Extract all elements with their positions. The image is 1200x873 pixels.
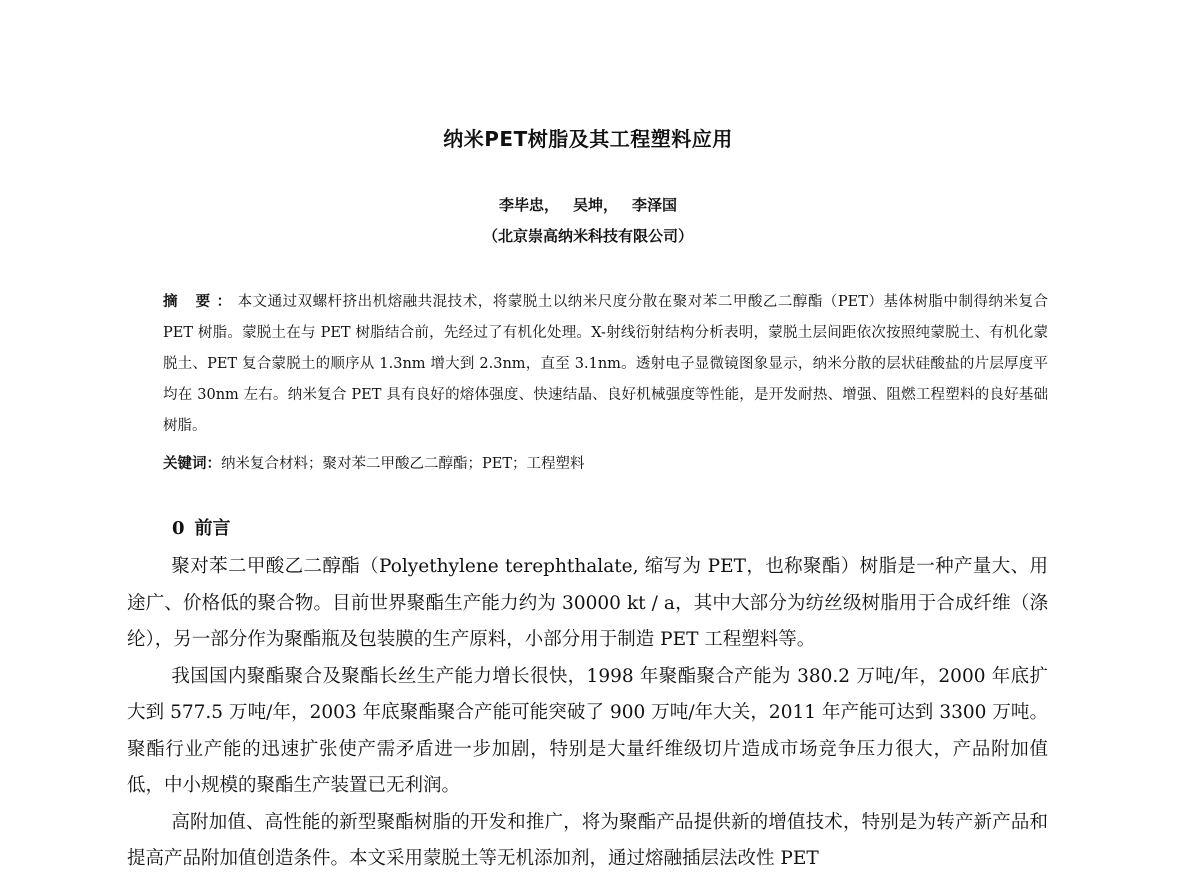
body-paragraph: 聚对苯二甲酸乙二醇酯（Polyethylene terephthalate, 缩写为 PET，也称聚酯）树脂是一种产量大、用途广、价格低的聚合物。目前世界聚酯生产能力约为 30000 kt / a，其中大部分为纺丝级树脂用于合成纤维（涤纶），另一部分作为聚酯瓶及包装膜的生产原料，小部分用于制造 PET 工程塑料等。 <box>127 556 1048 650</box>
author-3: 李泽国 <box>632 196 678 214</box>
author-list <box>0 193 1176 217</box>
section-number: 0 <box>172 518 185 539</box>
body-text <box>127 549 1048 873</box>
body-paragraph: 我国国内聚酯聚合及聚酯长丝生产能力增长很快，1998 年聚酯聚合产能为 380.2 万吨/年，2000 年底扩大到 577.5 万吨/年，2003 年底聚酯聚合产能可能突破了 900 万吨/年大关，2011 年产能可达到 3300 万吨。聚酯行业产能的迅速扩张使产需矛盾进一步加剧，特别是大量纤维级切片造成市场竞争压力很大，产品附加值低，中小规模的聚酯生产装置已无利润。 <box>127 665 1048 796</box>
abstract <box>163 287 1048 442</box>
keywords <box>163 449 1048 480</box>
author-2: 吴坤， <box>572 196 618 214</box>
abstract-label: 摘 要： <box>163 294 238 310</box>
body-paragraph: 高附加值、高性能的新型聚酯树脂的开发和推广，将为聚酯产品提供新的增值技术，特别是为转产新产品和提高产品附加值创造条件。本文采用蒙脱土等无机添加剂，通过熔融插层法改性 PET <box>127 811 1048 869</box>
keywords-text: 纳米复合材料；聚对苯二甲酸乙二醇酯；PET；工程塑料 <box>221 456 585 472</box>
author-1: 李毕忠， <box>498 196 559 214</box>
abstract-text: 本文通过双螺杆挤出机熔融共混技术，将蒙脱土以纳米尺度分散在聚对苯二甲酸乙二醇酯（PET）基体树脂中制得纳米复合 PET 树脂。蒙脱土在与 PET 树脂结合前，先经过了有机化处理。X-射线衍射结构分析表明，蒙脱土层间距依次按照纯蒙脱土、有机化蒙脱土、PET 复合蒙脱土的顺序从 1.3nm 增大到 2.3nm，直至 3.1nm。透射电子显微镜图象显示，纳米分散的层状硅酸盐的片层厚度平均在 30nm 左右。纳米复合 PET 具有良好的熔体强度、快速结晶、良好机械强度等性能，是开发耐热、增强、阻燃工程塑料的良好基础树脂。 <box>163 294 1048 434</box>
section-title: 前言 <box>194 518 231 539</box>
paper-title: 纳米PET树脂及其工程塑料应用 <box>443 127 733 151</box>
keywords-label: 关键词： <box>163 456 221 472</box>
affiliation: （北京崇高纳米科技有限公司） <box>482 227 693 245</box>
section-heading <box>172 514 231 544</box>
